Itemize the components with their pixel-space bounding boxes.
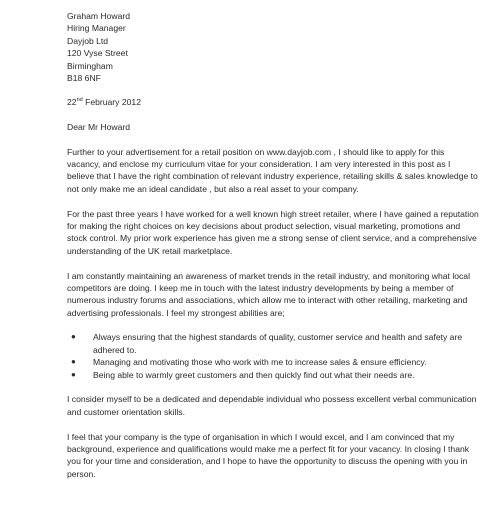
list-item-text: Managing and motivating those who work with me to increase sales & ensure efficiency.: [93, 357, 427, 368]
bullet-icon: ●: [71, 357, 76, 367]
list-item-text: Always ensuring that the highest standards of quality, customer service and health and safety are adhered to.: [93, 332, 463, 355]
paragraph-dedication: I consider myself to be a dedicated and dependable individual who possess excellent verbal communication and customer orientation skills.: [67, 394, 477, 417]
list-item-text: Being able to warmly greet customers and then quickly find out what their needs are.: [93, 369, 415, 380]
paragraph-experience: For the past three years I have worked for a well known high street retailer, where I have gained a reputation for making the right choices on key decisions about product selection, visual marketing, promotions and stock control. My prior work experience has given me a strong sense of client service, and a comprehensive understanding of the UK retail marketplace.: [67, 208, 479, 256]
address-title: Hiring Manager: [67, 23, 126, 34]
recipient-address: [67, 10, 479, 84]
date-day: 22: [67, 97, 77, 108]
salutation: Dear Mr Howard: [67, 121, 131, 132]
address-postcode: B18 6NF: [67, 73, 101, 84]
letter-date: [67, 96, 479, 108]
address-street: 120 Vyse Street: [67, 48, 128, 59]
bullet-icon: ●: [71, 369, 76, 379]
date-suffix: nd: [76, 97, 83, 104]
address-company: Dayjob Ltd: [67, 35, 109, 46]
paragraph-intro: Further to your advertisement for a retail position on www.dayjob.com , I should like to apply for this vacancy, and enclose my curriculum vitae for your consideration. I am very interested in this post as I believe that I have the right combination of relevant industry experience, retailing skills & sales knowledge to not only make me an ideal candidate , but also a real asset to your company.: [67, 146, 478, 194]
address-city: Birmingham: [67, 60, 113, 71]
address-name: Graham Howard: [67, 11, 131, 21]
list-item: [67, 356, 479, 368]
bullet-icon: ●: [71, 332, 76, 342]
paragraph-awareness: I am constantly maintaining an awareness of market trends in the retail industry, and monitoring what local competitors are doing. I keep me in touch with the latest industry developments by being a member of numerous industry forums and associations, which allow me to interact with other retailing, marketing and advertising professionals. I feel my strongest abilities are;: [67, 270, 470, 318]
abilities-list: [67, 331, 479, 381]
paragraph-closing: I feel that your company is the type of organisation in which I would excel, and I am convinced that my background, experience and qualifications would make me a perfect fit for your vacancy. In closing I thank you for your time and consideration, and I hope to have the opportunity to discuss the opening with you in person.: [67, 431, 470, 479]
list-item: [67, 331, 479, 356]
cover-letter: [67, 10, 479, 480]
date-month-year: February 2012: [82, 97, 141, 108]
list-item: [67, 369, 479, 381]
